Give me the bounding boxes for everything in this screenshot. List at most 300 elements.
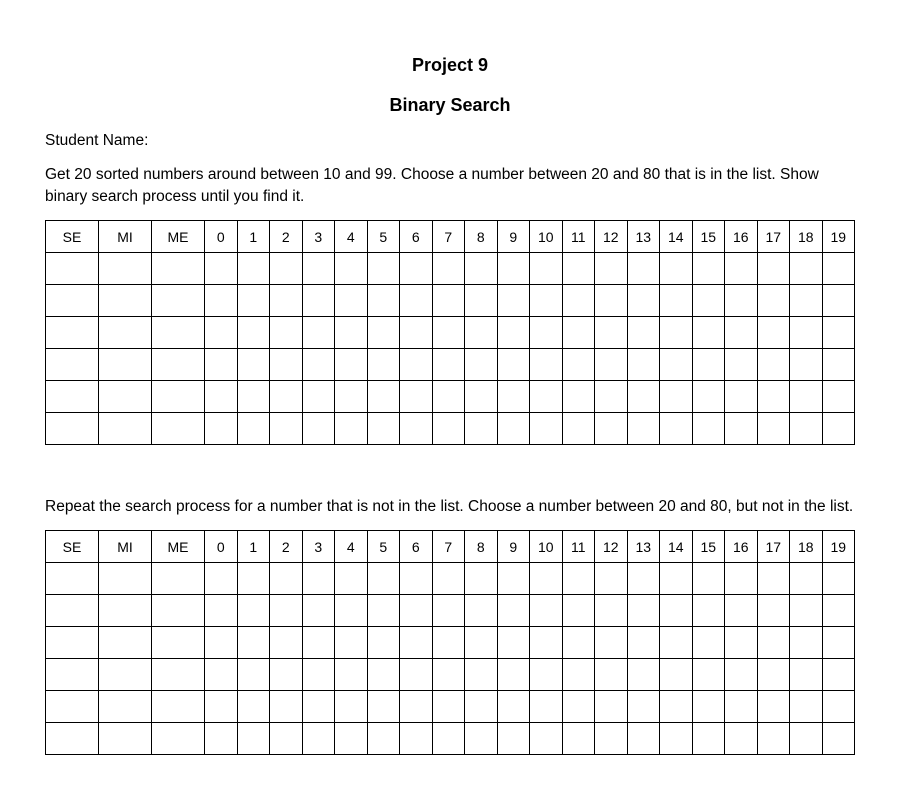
table-cell <box>152 317 205 349</box>
table-cell <box>432 691 465 723</box>
table-cell <box>367 691 400 723</box>
table-cell <box>205 659 238 691</box>
table-cell <box>270 349 303 381</box>
table-cell <box>335 691 368 723</box>
column-header: 9 <box>497 531 530 563</box>
table-cell <box>822 285 855 317</box>
table-cell <box>270 253 303 285</box>
table-cell <box>725 285 758 317</box>
table-cell <box>152 563 205 595</box>
table-cell <box>757 563 790 595</box>
table-cell <box>432 317 465 349</box>
column-header: 18 <box>790 531 823 563</box>
search-table-found <box>45 220 855 445</box>
table-cell <box>595 563 628 595</box>
table-cell <box>432 253 465 285</box>
table-cell <box>497 627 530 659</box>
table-cell <box>335 563 368 595</box>
table-cell <box>465 413 498 445</box>
table-cell <box>367 659 400 691</box>
table-cell <box>302 413 335 445</box>
table-cell <box>270 723 303 755</box>
column-header: 15 <box>692 531 725 563</box>
table-cell <box>46 349 99 381</box>
table-cell <box>790 253 823 285</box>
column-header: ME <box>152 221 205 253</box>
table-cell <box>152 627 205 659</box>
table-row <box>46 285 855 317</box>
column-header: 2 <box>270 531 303 563</box>
table-cell <box>595 349 628 381</box>
table-cell <box>562 349 595 381</box>
table-cell <box>822 317 855 349</box>
column-header: 4 <box>335 531 368 563</box>
table-row <box>46 349 855 381</box>
table-cell <box>335 285 368 317</box>
table-cell <box>302 285 335 317</box>
table-cell <box>725 659 758 691</box>
table-cell <box>465 595 498 627</box>
table-cell <box>400 723 433 755</box>
table-cell <box>562 413 595 445</box>
table-cell <box>530 723 563 755</box>
table-cell <box>790 349 823 381</box>
table-cell <box>627 595 660 627</box>
column-header: 10 <box>530 531 563 563</box>
table-cell <box>562 317 595 349</box>
table-cell <box>335 723 368 755</box>
column-header: 6 <box>400 221 433 253</box>
column-header: 11 <box>562 531 595 563</box>
table-cell <box>595 595 628 627</box>
page-title: Project 9 <box>411 55 489 75</box>
column-header: 17 <box>757 531 790 563</box>
table-cell <box>335 413 368 445</box>
column-header: 14 <box>660 221 693 253</box>
table-row <box>46 381 855 413</box>
table-cell <box>692 563 725 595</box>
column-header: 18 <box>790 221 823 253</box>
table-row <box>46 595 855 627</box>
table-cell <box>400 627 433 659</box>
table-cell <box>400 381 433 413</box>
table-cell <box>46 659 99 691</box>
table-cell <box>822 349 855 381</box>
table-cell <box>270 659 303 691</box>
table-cell <box>562 563 595 595</box>
table-cell <box>790 563 823 595</box>
table-cell <box>99 253 152 285</box>
table-cell <box>562 253 595 285</box>
column-header: 1 <box>237 221 270 253</box>
table-cell <box>46 317 99 349</box>
table-cell <box>205 595 238 627</box>
table-cell <box>152 691 205 723</box>
table-cell <box>562 723 595 755</box>
table-cell <box>692 349 725 381</box>
table-cell <box>757 723 790 755</box>
table-cell <box>46 563 99 595</box>
table-cell <box>530 627 563 659</box>
column-header: SE <box>46 531 99 563</box>
table-cell <box>465 381 498 413</box>
table-cell <box>46 595 99 627</box>
table-cell <box>237 723 270 755</box>
table-cell <box>627 381 660 413</box>
column-header: 3 <box>302 221 335 253</box>
table-cell <box>99 349 152 381</box>
table-cell <box>237 659 270 691</box>
table-cell <box>627 563 660 595</box>
table-cell <box>595 285 628 317</box>
table-cell <box>270 691 303 723</box>
table-header-row <box>46 531 855 563</box>
table-cell <box>237 413 270 445</box>
table-cell <box>660 595 693 627</box>
table-cell <box>152 285 205 317</box>
table-cell <box>400 285 433 317</box>
table-cell <box>302 595 335 627</box>
table-cell <box>465 285 498 317</box>
table-cell <box>790 595 823 627</box>
table-cell <box>432 723 465 755</box>
table-cell <box>367 381 400 413</box>
table-cell <box>46 381 99 413</box>
table-cell <box>400 413 433 445</box>
table-cell <box>400 691 433 723</box>
table-cell <box>302 349 335 381</box>
search-table-not-found <box>45 530 855 755</box>
table-cell <box>562 691 595 723</box>
table-cell <box>822 627 855 659</box>
table-cell <box>46 253 99 285</box>
table-cell <box>822 563 855 595</box>
table-cell <box>692 691 725 723</box>
table-cell <box>152 595 205 627</box>
table-cell <box>497 563 530 595</box>
table-cell <box>497 285 530 317</box>
table-cell <box>627 317 660 349</box>
table-cell <box>660 253 693 285</box>
table-cell <box>367 349 400 381</box>
table-cell <box>432 595 465 627</box>
table-cell <box>660 627 693 659</box>
table-cell <box>367 413 400 445</box>
column-header: 16 <box>725 221 758 253</box>
table-cell <box>237 627 270 659</box>
table-cell <box>790 659 823 691</box>
table-cell <box>530 285 563 317</box>
table-cell <box>205 691 238 723</box>
table-cell <box>725 381 758 413</box>
column-header: 1 <box>237 531 270 563</box>
table-cell <box>400 317 433 349</box>
table-cell <box>205 349 238 381</box>
table-cell <box>822 595 855 627</box>
table-cell <box>400 563 433 595</box>
column-header: 13 <box>627 221 660 253</box>
table-cell <box>497 317 530 349</box>
table-cell <box>335 659 368 691</box>
table-cell <box>595 413 628 445</box>
table-cell <box>302 381 335 413</box>
table-cell <box>692 627 725 659</box>
column-header: 4 <box>335 221 368 253</box>
table-cell <box>99 285 152 317</box>
table-cell <box>335 349 368 381</box>
table-cell <box>46 285 99 317</box>
table-cell <box>530 659 563 691</box>
table-cell <box>725 317 758 349</box>
column-header: 2 <box>270 221 303 253</box>
table-row <box>46 627 855 659</box>
table-cell <box>562 381 595 413</box>
table-cell <box>822 413 855 445</box>
table-cell <box>725 627 758 659</box>
column-header: 19 <box>822 531 855 563</box>
table-cell <box>46 413 99 445</box>
table-cell <box>99 723 152 755</box>
table-cell <box>205 723 238 755</box>
column-header: MI <box>99 221 152 253</box>
table-cell <box>302 253 335 285</box>
table-cell <box>400 253 433 285</box>
table-cell <box>692 317 725 349</box>
table-cell <box>757 595 790 627</box>
table-cell <box>822 253 855 285</box>
table-cell <box>205 627 238 659</box>
table-cell <box>99 595 152 627</box>
table-cell <box>692 723 725 755</box>
table-cell <box>562 627 595 659</box>
column-header: 0 <box>205 221 238 253</box>
table-cell <box>367 723 400 755</box>
column-header: 5 <box>367 221 400 253</box>
table-cell <box>627 659 660 691</box>
table-cell <box>465 723 498 755</box>
table-cell <box>660 563 693 595</box>
table-cell <box>99 413 152 445</box>
table-row <box>46 563 855 595</box>
table-cell <box>237 253 270 285</box>
table-cell <box>237 381 270 413</box>
table-cell <box>530 317 563 349</box>
table-cell <box>530 413 563 445</box>
table-cell <box>465 349 498 381</box>
table-cell <box>205 381 238 413</box>
table-cell <box>205 317 238 349</box>
table-cell <box>627 723 660 755</box>
column-header: 7 <box>432 531 465 563</box>
table-cell <box>205 563 238 595</box>
table-cell <box>822 691 855 723</box>
table-cell <box>302 659 335 691</box>
table-cell <box>465 317 498 349</box>
table-cell <box>660 659 693 691</box>
table-cell <box>400 659 433 691</box>
table-cell <box>270 563 303 595</box>
table-cell <box>757 317 790 349</box>
table-cell <box>530 595 563 627</box>
table-cell <box>432 285 465 317</box>
table-cell <box>725 413 758 445</box>
table-cell <box>725 595 758 627</box>
column-header: 12 <box>595 531 628 563</box>
table-cell <box>595 253 628 285</box>
table-cell <box>692 413 725 445</box>
column-header: 6 <box>400 531 433 563</box>
table-cell <box>237 595 270 627</box>
table-cell <box>660 413 693 445</box>
table-cell <box>660 349 693 381</box>
table-cell <box>790 285 823 317</box>
table-cell <box>530 563 563 595</box>
table-cell <box>99 627 152 659</box>
column-header: 16 <box>725 531 758 563</box>
column-header: 12 <box>595 221 628 253</box>
student-name-label: Student Name: <box>45 132 149 149</box>
table-cell <box>432 349 465 381</box>
table-cell <box>335 595 368 627</box>
table-cell <box>562 285 595 317</box>
table-cell <box>465 691 498 723</box>
table-cell <box>725 563 758 595</box>
table-cell <box>627 349 660 381</box>
table-cell <box>627 413 660 445</box>
table-cell <box>99 659 152 691</box>
table-cell <box>335 381 368 413</box>
table-cell <box>302 563 335 595</box>
column-header: 17 <box>757 221 790 253</box>
table-cell <box>152 253 205 285</box>
table-cell <box>302 723 335 755</box>
table-cell <box>595 627 628 659</box>
table-cell <box>627 285 660 317</box>
table-cell <box>270 285 303 317</box>
table-cell <box>99 691 152 723</box>
table-cell <box>822 381 855 413</box>
table-cell <box>725 349 758 381</box>
table-cell <box>46 723 99 755</box>
table-cell <box>99 563 152 595</box>
table-cell <box>152 381 205 413</box>
table-cell <box>152 413 205 445</box>
table-cell <box>790 381 823 413</box>
table-cell <box>562 659 595 691</box>
table-cell <box>270 317 303 349</box>
table-cell <box>627 253 660 285</box>
table-cell <box>757 253 790 285</box>
table-cell <box>465 627 498 659</box>
table-cell <box>725 691 758 723</box>
column-header: 3 <box>302 531 335 563</box>
table-cell <box>530 349 563 381</box>
table-cell <box>692 595 725 627</box>
column-header: 9 <box>497 221 530 253</box>
table-cell <box>465 563 498 595</box>
table-cell <box>432 563 465 595</box>
table-cell <box>46 627 99 659</box>
table-row <box>46 691 855 723</box>
table-cell <box>335 317 368 349</box>
table-cell <box>302 691 335 723</box>
table-row <box>46 317 855 349</box>
table-cell <box>237 285 270 317</box>
table-cell <box>757 691 790 723</box>
table-cell <box>400 349 433 381</box>
table-cell <box>725 253 758 285</box>
table-cell <box>367 595 400 627</box>
table-cell <box>595 381 628 413</box>
table-cell <box>790 413 823 445</box>
table-cell <box>237 349 270 381</box>
table-cell <box>660 691 693 723</box>
table-cell <box>270 595 303 627</box>
column-header: ME <box>152 531 205 563</box>
table-cell <box>595 317 628 349</box>
instruction-not-found: Repeat the search process for a number that is not in the list. Choose a number between 20 and 80, but not in the list. <box>45 498 854 515</box>
column-header: 11 <box>562 221 595 253</box>
table-cell <box>595 723 628 755</box>
table-cell <box>790 317 823 349</box>
table-cell <box>497 349 530 381</box>
table-cell <box>757 285 790 317</box>
table-cell <box>99 317 152 349</box>
table-cell <box>595 659 628 691</box>
table-cell <box>627 691 660 723</box>
table-cell <box>367 317 400 349</box>
table-header-row <box>46 221 855 253</box>
table-cell <box>530 691 563 723</box>
column-header: MI <box>99 531 152 563</box>
table-cell <box>822 723 855 755</box>
table-cell <box>757 349 790 381</box>
table-cell <box>497 691 530 723</box>
table-cell <box>205 285 238 317</box>
table-cell <box>497 413 530 445</box>
table-cell <box>465 659 498 691</box>
table-cell <box>205 253 238 285</box>
table-cell <box>367 627 400 659</box>
column-header: SE <box>46 221 99 253</box>
table-cell <box>400 595 433 627</box>
column-header: 15 <box>692 221 725 253</box>
table-cell <box>465 253 498 285</box>
table-row <box>46 659 855 691</box>
table-row <box>46 413 855 445</box>
table-cell <box>692 659 725 691</box>
table-cell <box>497 659 530 691</box>
table-cell <box>367 253 400 285</box>
table-cell <box>627 627 660 659</box>
table-cell <box>660 317 693 349</box>
column-header: 8 <box>465 531 498 563</box>
table-cell <box>335 627 368 659</box>
table-cell <box>270 381 303 413</box>
instruction-found: Get 20 sorted numbers around between 10 and 99. Choose a number between 20 and 80 that is in the list. Show binary search process until you find it. <box>45 166 819 205</box>
table-cell <box>302 627 335 659</box>
column-header: 14 <box>660 531 693 563</box>
table-cell <box>152 659 205 691</box>
column-header: 5 <box>367 531 400 563</box>
table-cell <box>595 691 628 723</box>
table-cell <box>562 595 595 627</box>
table-cell <box>432 659 465 691</box>
table-cell <box>757 627 790 659</box>
table-cell <box>497 381 530 413</box>
table-cell <box>432 627 465 659</box>
table-cell <box>270 413 303 445</box>
